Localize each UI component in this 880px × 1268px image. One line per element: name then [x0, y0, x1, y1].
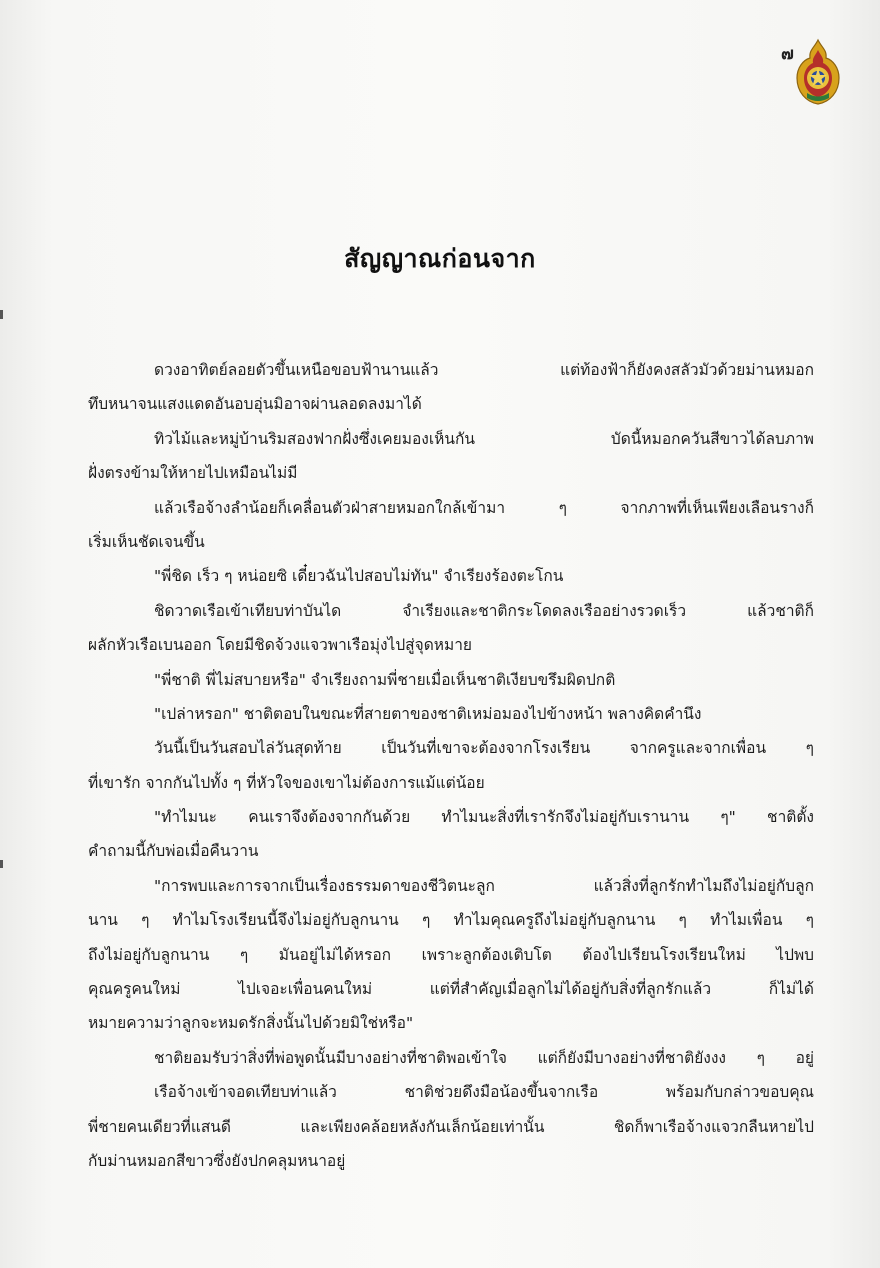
story-body: [88, 353, 814, 1178]
paragraph-line: หมายความว่าลูกจะหมดรักสิ่งนั้นไปด้วยมิใช่หรือ": [88, 1014, 414, 1033]
page-number: ๗: [781, 44, 794, 64]
paragraph-line: วันนี้เป็นวันสอบไล่วันสุดท้าย เป็นวันที่เขาจะต้องจากโรงเรียน จากครูและจากเพื่อน ๆ: [154, 739, 814, 758]
paragraph-line: แล้วเรือจ้างลำน้อยก็เคลื่อนตัวฝ่าสายหมอกใกล้เข้ามา ๆ จากภาพที่เห็นเพียงเลือนรางก็: [154, 498, 814, 517]
paragraph-line: เริ่มเห็นชัดเจนขึ้น: [88, 532, 205, 551]
paragraph-line: กับม่านหมอกสีขาวซึ่งยังปกคลุมหนาอยู่: [88, 1151, 346, 1170]
paragraph-line: ที่เขารัก จากกันไปทั้ง ๆ ที่หัวใจของเขาไม่ต้องการแม้แต่น้อย: [88, 773, 485, 792]
school-emblem-icon: [793, 38, 843, 106]
paragraph-line: ทิวไม้และหมู่บ้านริมสองฟากฝั่งซึ่งเคยมองเห็นกัน บัดนี้หมอกควันสีขาวได้ลบภาพ: [154, 429, 814, 448]
paragraph-line: คำถามนี้กับพ่อเมื่อคืนวาน: [88, 842, 259, 861]
paragraph-line: คุณครูคนใหม่ ไปเจอะเพื่อนคนใหม่ แต่ที่สำคัญเมื่อลูกไม่ได้อยู่กับสิ่งที่ลูกรักแล้ว ก็ไม่ได้: [88, 980, 814, 999]
paragraph-line: ผลักหัวเรือเบนออก โดยมีชิดจ้วงแจวพาเรือมุ่งไปสู่จุดหมาย: [88, 636, 472, 655]
paragraph-line: "พี่ชาติ พี่ไม่สบายหรือ" จำเรียงถามพี่ชายเมื่อเห็นชาติเงียบขรึมผิดปกติ: [154, 670, 616, 689]
paragraph-line: นาน ๆ ทำไมโรงเรียนนี้จึงไม่อยู่กับลูกนาน ๆ ทำไมคุณครูถึงไม่อยู่กับลูกนาน ๆ ทำไมเพื่อน ๆ: [88, 911, 814, 930]
paragraph-line: "พี่ชิด เร็ว ๆ หน่อยซิ เดี๋ยวฉันไปสอบไม่ทัน" จำเรียงร้องตะโกน: [154, 567, 564, 586]
paragraph-line: ถึงไม่อยู่กับลูกนาน ๆ มันอยู่ไม่ได้หรอก เพราะลูกต้องเติบโต ต้องไปเรียนโรงเรียนใหม่ ไปพบ: [88, 945, 814, 964]
paragraph-line: พี่ชายคนเดียวที่แสนดี และเพียงคล้อยหลังกันเล็กน้อยเท่านั้น ชิดก็พาเรือจ้างแจวกลืนหายไป: [88, 1117, 814, 1136]
paragraph-line: ฝั่งตรงข้ามให้หายไปเหมือนไม่มี: [88, 464, 298, 483]
paragraph-line: "ทำไมนะ คนเราจึงต้องจากกันด้วย ทำไมนะสิ่งที่เรารักจึงไม่อยู่กับเรานาน ๆ" ชาติตั้ง: [154, 808, 814, 827]
story-title: สัญญาณก่อนจาก: [344, 244, 536, 273]
paragraph-line: "เปล่าหรอก" ชาติตอบในขณะที่สายตาของชาติเหม่อมองไปข้างหน้า พลางคิดคำนึง: [154, 704, 702, 723]
paragraph-line: ชิดวาดเรือเข้าเทียบท่าบันได จำเรียงและชาติกระโดดลงเรืออย่างรวดเร็ว แล้วชาติก็: [154, 601, 814, 620]
scan-edge-mark: [0, 310, 3, 319]
paragraph-line: "การพบและการจากเป็นเรื่องธรรมดาของชีวิตนะลูก แล้วสิ่งที่ลูกรักทำไมถึงไม่อยู่กับลูก: [154, 876, 814, 895]
paragraph-line: ชาติยอมรับว่าสิ่งที่พ่อพูดนั้นมีบางอย่างที่ชาติพอเข้าใจ แต่ก็ยังมีบางอย่างที่ชาติยังงง ๆ อยู่: [154, 1048, 814, 1067]
paragraph-line: ทึบหนาจนแสงแดดอันอบอุ่นมิอาจผ่านลอดลงมาได้: [88, 395, 422, 414]
paragraph-line: ดวงอาทิตย์ลอยตัวขึ้นเหนือขอบฟ้านานแล้ว แต่ท้องฟ้าก็ยังคงสลัวมัวด้วยม่านหมอก: [154, 361, 814, 379]
scan-edge-mark: [0, 860, 3, 868]
paragraph-line: เรือจ้างเข้าจอดเทียบท่าแล้ว ชาติช่วยดึงมือน้องขึ้นจากเรือ พร้อมกับกล่าวขอบคุณ: [154, 1083, 814, 1102]
